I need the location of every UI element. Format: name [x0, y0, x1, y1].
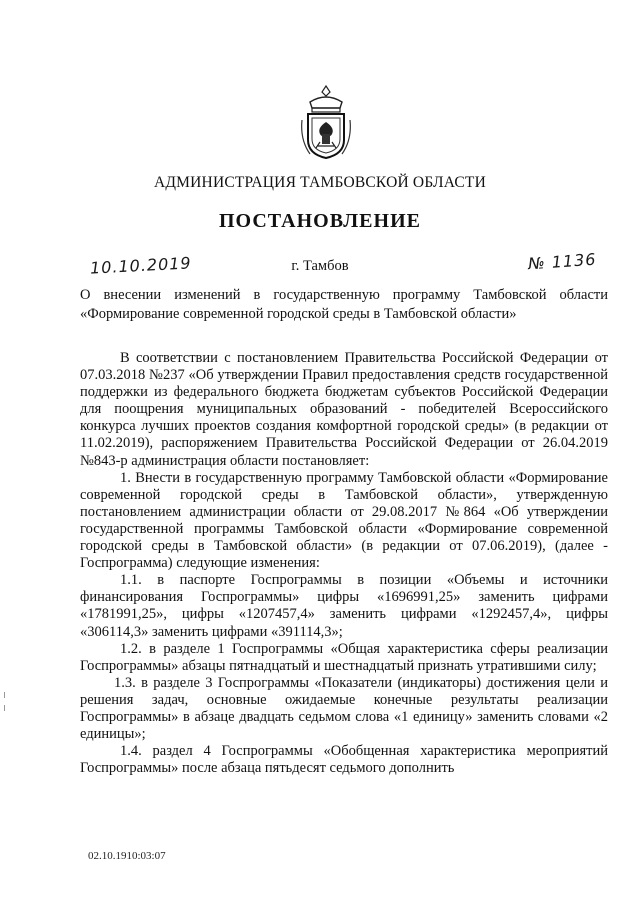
document-title: ПОСТАНОВЛЕНИЕ [219, 210, 421, 232]
item-1-4-paragraph: 1.4. раздел 4 Госпрограммы «Обобщенная характеристика мероприятий Госпрограммы» после абзаца пятьдесят седьмого дополнить [80, 743, 608, 777]
margin-mark [4, 705, 5, 711]
footer-code: 02.10.1910:03:07 [88, 850, 166, 862]
item-1-3-paragraph: 1.3. в разделе 3 Госпрограммы «Показатели (индикаторы) достижения цели и решения задач, основные ожидаемые конечные результаты реализации Госпрограммы» в абзаце двадцать седьмом слова «1 единицу» заменить словами «2 единицы»; [80, 674, 608, 743]
city-name: г. Тамбов [291, 258, 349, 274]
preamble-paragraph: В соответствии с постановлением Правительства Российской Федерации от 07.03.2018 №237 «Об утверждении Правил предоставления средств государственной поддержки из федерального бюджета бюджетам субъектов Российской Федерации для поощрения муниципальных образований - победителей Всероссийского конкурса лучших проектов создания комфортной городской среды» (в редакции от 11.02.2019), распоряжением Правительства Российской Федерации от 26.04.2019 №843-р администрация области постановляет: [80, 350, 608, 469]
handwritten-number: № 1136 [527, 249, 598, 274]
item-1-1-paragraph: 1.1. в паспорте Госпрограммы в позиции «Объемы и источники финансирования Госпрограммы» цифры «1696991,25» заменить цифрами «1781991,25», цифры «1207457,4» заменить цифрами «1292457,4», цифры «306114,3» заменить цифрами «391114,3»; [80, 572, 608, 640]
organization-name: АДМИНИСТРАЦИЯ ТАМБОВСКОЙ ОБЛАСТИ [154, 174, 486, 191]
item-1-paragraph: 1. Внести в государственную программу Тамбовской области «Формирование современной городской среды в Тамбовской области», утвержденную постановлением администрации области от 29.08.2017 №864 «Об утверждении государственной программы Тамбовской области «Формирование современной городской среды в Тамбовской области» (в редакции от 07.06.2019), (далее - Госпрограмма) следующие изменения: [80, 469, 608, 572]
margin-mark [4, 692, 5, 698]
document-body [80, 350, 608, 777]
document-subject: О внесении изменений в государственную программу Тамбовской области «Формирование современной городской среды в Тамбовской области» [80, 287, 608, 322]
item-1-2-paragraph: 1.2. в разделе 1 Госпрограммы «Общая характеристика сферы реализации Госпрограммы» абзацы пятнадцатый и шестнадцатый признать утратившими силу; [80, 640, 608, 674]
coat-of-arms-icon [300, 84, 352, 160]
handwritten-date: 10.10.2019 [89, 253, 193, 278]
